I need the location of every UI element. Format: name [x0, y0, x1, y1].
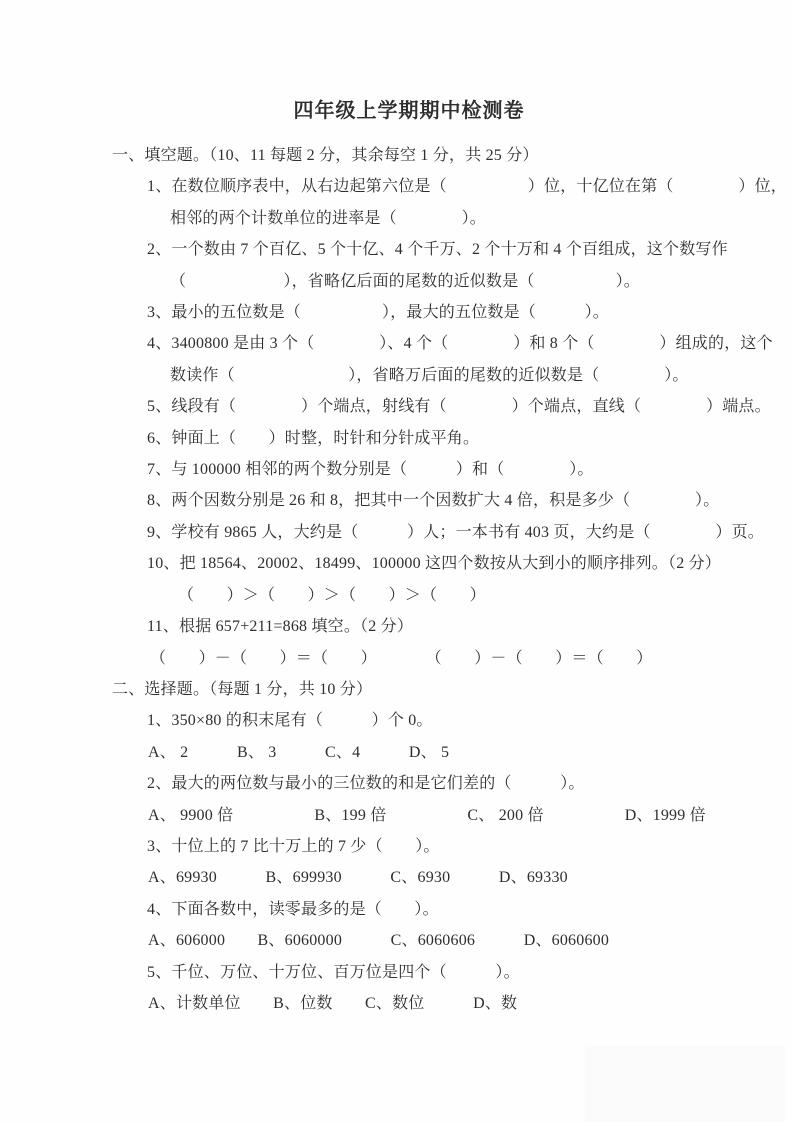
fill-question-4-line-2: 数读作（ ），省略万后面的尾数的近似数是（ ）。	[170, 366, 689, 384]
choice-question-2: 2、最大的两位数与最小的三位数的和是它们差的（ ）。	[147, 775, 585, 793]
choice-question-4-options: A、606000 B、6060000 C、6060606 D、6060600	[148, 932, 610, 950]
page-title: 四年级上学期期中检测卷	[293, 100, 525, 122]
choice-question-1-options: A、 2 B、 3 C、4 D、 5	[148, 743, 450, 761]
section2-header: 二、选择题。（每题 1 分，共 10 分）	[112, 680, 373, 698]
choice-question-5-options: A、计数单位 B、位数 C、数位 D、数	[148, 994, 518, 1012]
choice-question-2-options: A、 9900 倍 B、199 倍 C、 200 倍 D、1999 倍	[148, 806, 706, 824]
fill-question-1-line-1: 1、在数位顺序表中，从右边起第六位是（ ）位，十亿位在第（ ）位，	[147, 178, 788, 196]
fill-question-10: 10、把 18564、20002、18499、100000 这四个数按从大到小的顺序排列。（2 分）	[147, 555, 722, 573]
choice-question-1: 1、350×80 的积末尾有（ ）个 0。	[147, 712, 433, 730]
fill-question-3: 3、最小的五位数是（ ），最大的五位数是（ ）。	[147, 304, 610, 322]
fill-question-4-line-1: 4、3400800 是由 3 个（ ）、4 个（ ）和 8 个（ ）组成的，这个	[147, 335, 773, 353]
fill-question-2-line-1: 2、一个数由 7 个百亿、5 个十亿、4 个千万、2 个十万和 4 个百组成，这个数写作	[147, 241, 728, 259]
fill-question-9: 9、学校有 9865 人，大约是（ ）人；一本书有 403 页，大约是（ ）页。	[147, 523, 765, 541]
fill-question-2-line-2: （ ），省略亿后面的尾数的近似数是（ ）。	[170, 272, 641, 290]
fill-question-5: 5、线段有（ ）个端点，射线有（ ）个端点，直线（ ）端点。	[147, 398, 771, 416]
choice-question-4: 4、下面各数中，读零最多的是（ ）。	[147, 900, 439, 918]
fill-question-10-blanks: （ ）＞（ ）＞（ ）＞（ ）	[178, 586, 486, 604]
scan-artifact	[585, 1045, 785, 1122]
fill-question-11-blanks: （ ）－（ ）＝（ ） （ ）－（ ）＝（ ）	[150, 649, 653, 667]
fill-question-11: 11、根据 657+211=868 填空。（2 分）	[147, 618, 414, 636]
choice-question-3-options: A、69930 B、699930 C、6930 D、69330	[148, 869, 568, 887]
choice-question-5: 5、千位、万位、十万位、百万位是四个（ ）。	[147, 963, 520, 981]
fill-question-8: 8、两个因数分别是 26 和 8，把其中一个因数扩大 4 倍，积是多少（ ）。	[147, 492, 720, 510]
exam-content	[112, 95, 788, 1019]
fill-question-1-line-2: 相邻的两个计数单位的进率是（ ）。	[170, 209, 487, 227]
section1-header: 一、填空题。（10、11 每题 2 分，其余每空 1 分，共 25 分）	[112, 147, 539, 164]
fill-question-7: 7、与 100000 相邻的两个数分别是（ ）和（ ）。	[147, 461, 594, 479]
choice-question-3: 3、十位上的 7 比十万上的 7 少（ ）。	[147, 837, 440, 855]
fill-question-6: 6、钟面上（ ）时整，时针和分针成平角。	[147, 429, 480, 447]
